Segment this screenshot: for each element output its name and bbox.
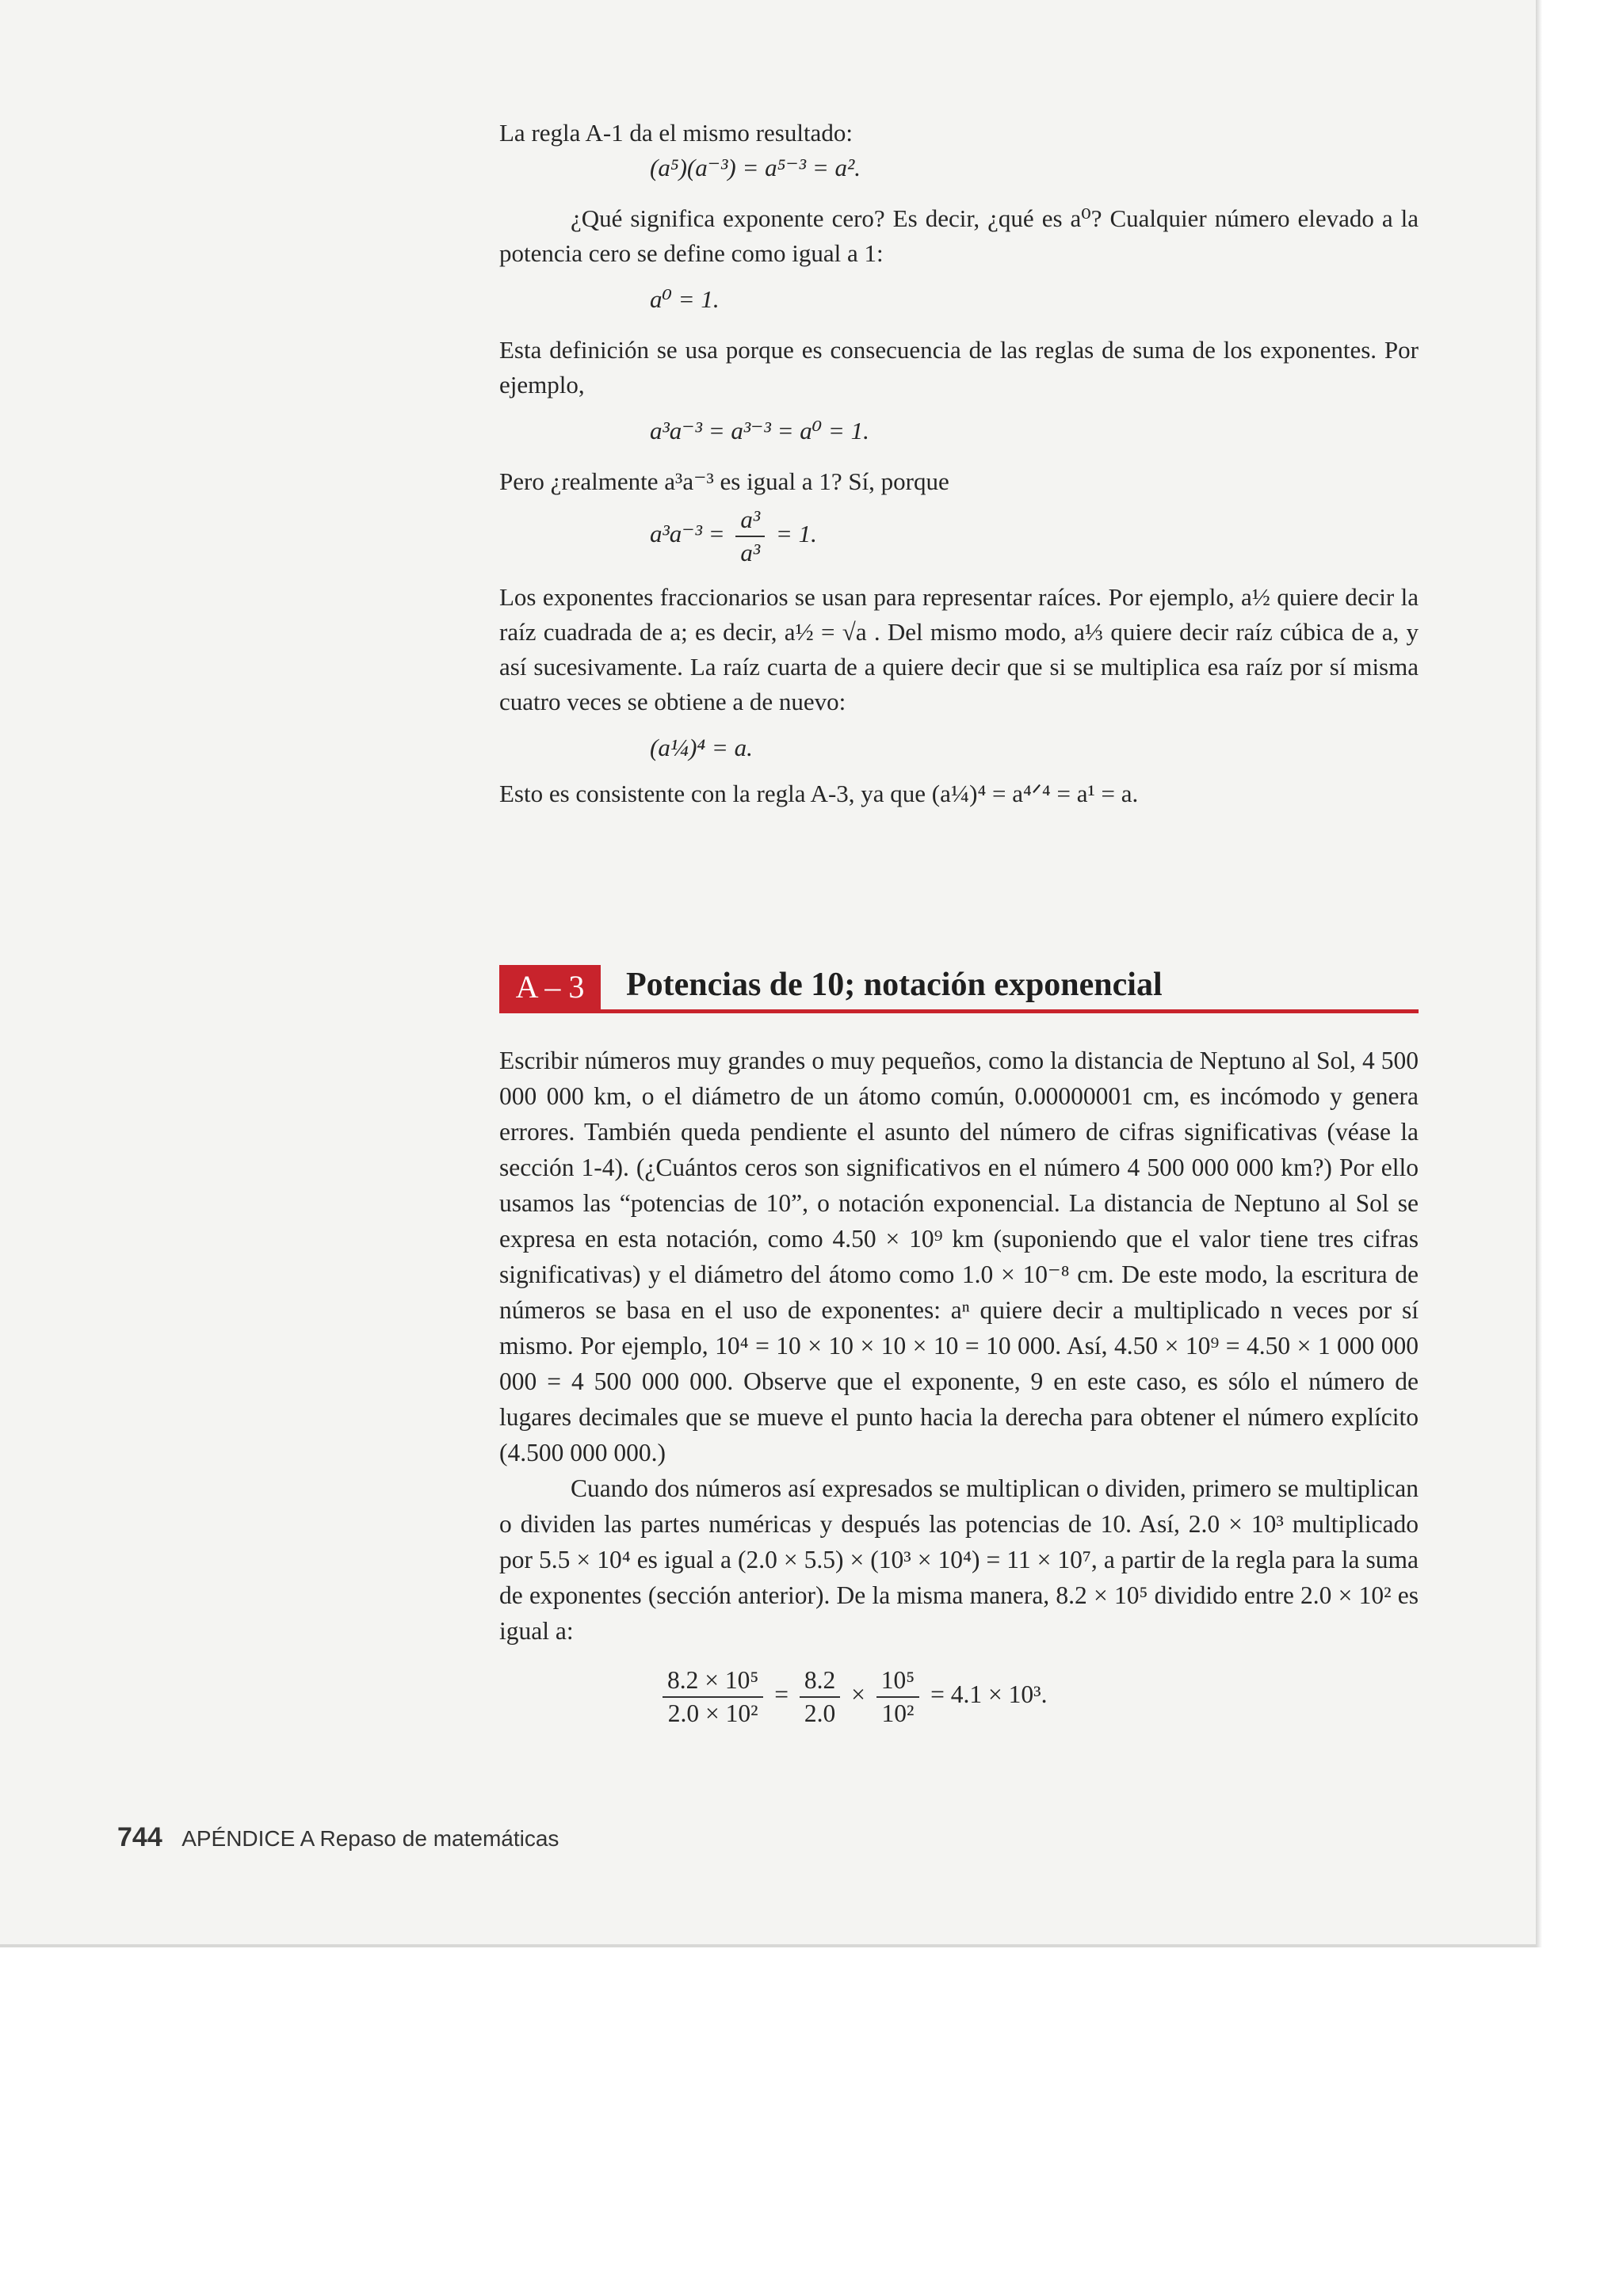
section-title: Potencias de 10; notación exponencial [626,967,1163,1003]
fraction-powers-numerator: 10⁵ [876,1665,919,1698]
equation-result: = 4.1 × 10³. [930,1680,1048,1709]
equation-quotient [499,504,1419,569]
fraction-numeric-numerator: 8.2 [800,1665,840,1698]
times-sign: × [851,1680,865,1709]
fraction-powers-denominator: 10² [881,1699,915,1727]
page-footer [117,1822,559,1853]
intro-line: La regla A-1 da el mismo resultado: [499,119,853,147]
equation-fourth-root: (a¼)⁴ = a. [650,734,753,761]
equation-quotient-left: a³a⁻³ = [650,520,725,548]
equation-division-example [499,1665,1419,1730]
running-title: APÉNDICE A Repaso de matemáticas [181,1826,559,1851]
equals-sign: = [774,1680,789,1709]
section-header [499,965,1419,1013]
section-number-badge: A – 3 [499,965,601,1009]
equation-quotient-right: = 1. [775,520,817,548]
equation-sum-exponents: a³a⁻³ = a³⁻³ = a⁰ = 1. [650,417,869,444]
paragraph-fractional-exponents: Los exponentes fraccionarios se usan para representar raíces. Por ejemplo, a½ quiere decir la raíz cuadrada de a; es decir, a½ = √a . Del mismo modo, a⅓ quiere decir raíz cúbica de a, y así sucesivamente. La raíz cuarta de a quiere decir que si se multiplica esa raíz por sí misma cuatro veces se obtiene a de nuevo: [499,583,1419,715]
fraction-full [663,1665,763,1730]
fraction-powers [876,1665,919,1730]
equation-zero-power: a⁰ = 1. [650,285,720,313]
fraction-a3-over-a3 [735,504,765,569]
page-number: 744 [117,1822,162,1852]
upper-text-block [499,116,1419,811]
fraction-full-denominator: 2.0 × 10² [667,1699,758,1727]
fraction-numeric [800,1665,840,1730]
paragraph-powers-of-ten: Escribir números muy grandes o muy pequeños, como la distancia de Neptuno al Sol, 4 500 000 000 km, o el diámetro de un átomo común, 0.00000001 cm, es incómodo y genera errores. También queda pendiente el asunto del número de cifras significativas (véase la sección 1-4). (¿Cuántos ceros son significativos en el número 4 500 000 000 km?) Por ello usamos las “potencias de 10”, o notación exponencial. La distancia de Neptuno al Sol se expresa en esta notación, como 4.50 × 10⁹ km (suponiendo que el valor tiene tres cifras significativas) y el diámetro del átomo como 1.0 × 10⁻⁸ cm. De este modo, la escritura de números se basa en el uso de exponentes: aⁿ quiere decir a multiplicado n veces por sí mismo. Por ejemplo, 10⁴ = 10 × 10 × 10 × 10 = 10 000. Así, 4.50 × 10⁹ = 4.50 × 1 000 000 000 = 4 500 000 000. Observe que el exponente, 9 en este caso, es sólo el número de lugares decimales que se mueve el punto hacia la derecha para obtener el número explícito (4.500 000 000.) [499,1047,1419,1466]
paragraph-consistency: Esto es consistente con la regla A-3, ya que (a¼)⁴ = a⁴ᐟ⁴ = a¹ = a. [499,780,1139,807]
paragraph-multiply-divide: Cuando dos números así expresados se multiplican o dividen, primero se multiplican o dividen las partes numéricas y después las potencias de 10. Así, 2.0 × 10³ multiplicado por 5.5 × 10⁴ es igual a (2.0 × 5.5) × (10³ × 10⁴) = 11 × 10⁷, a partir de la regla para la suma de exponentes (sección anterior). De la misma manera, 8.2 × 10⁵ dividido entre 2.0 × 10² es igual a: [499,1474,1419,1645]
fraction-full-numerator: 8.2 × 10⁵ [663,1665,763,1698]
paragraph-zero-exponent: ¿Qué significa exponente cero? Es decir, ¿qué es a⁰? Cualquier número elevado a la potencia cero se define como igual a 1: [499,204,1419,267]
paragraph-question: Pero ¿realmente a³a⁻³ es igual a 1? Sí, porque [499,467,949,495]
page-edge-shadow [1536,0,1542,1947]
paragraph-definition: Esta definición se usa porque es consecuencia de las reglas de suma de los exponentes. Por ejemplo, [499,336,1419,399]
equation-rule-a1: (a⁵)(a⁻³) = a⁵⁻³ = a². [650,154,861,181]
fraction-numeric-denominator: 2.0 [804,1699,836,1727]
lower-text-block [499,1043,1419,1730]
fraction-numerator: a³ [735,504,765,537]
fraction-denominator: a³ [740,539,761,566]
